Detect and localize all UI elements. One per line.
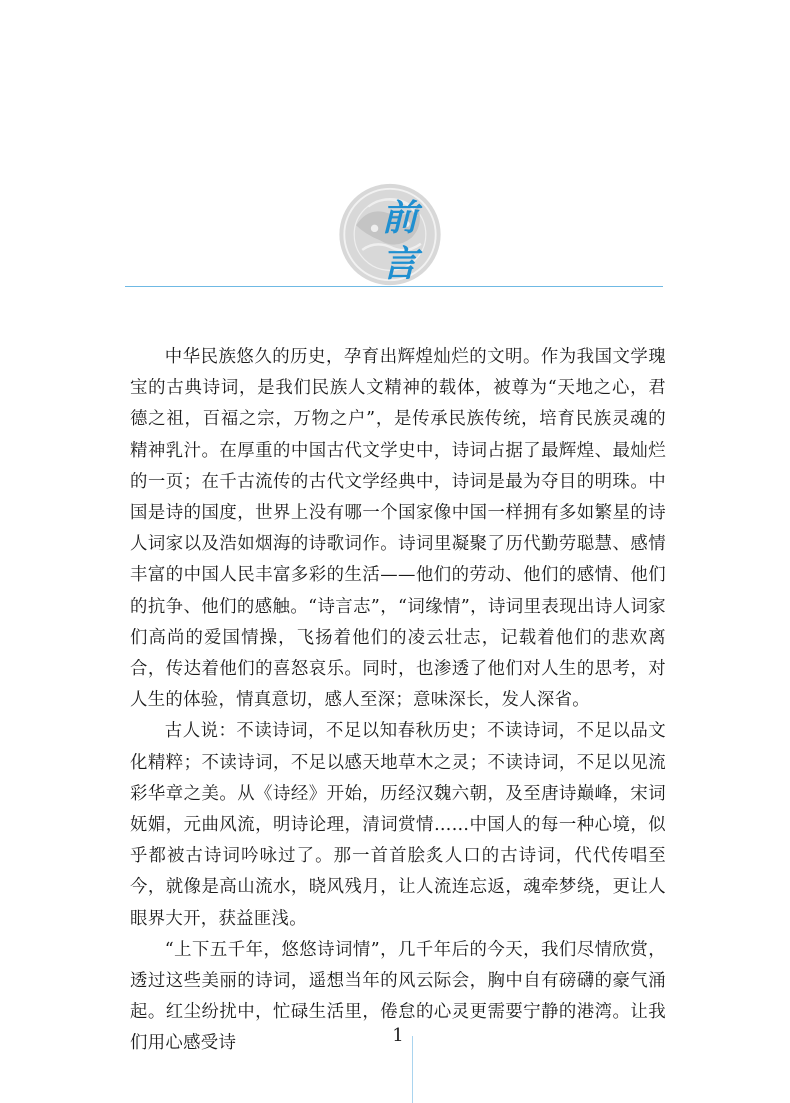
paragraph-1: 中华民族悠久的历史，孕育出辉煌灿烂的文明。作为我国文学瑰宝的古典诗词，是我们民族人文精神的载体，被尊为“天地之心，君德之祖，百福之宗，万物之户”，是传承民族传统，培育民族灵魂的精神乳汁。在厚重的中国古代文学史中，诗词占据了最辉煌、最灿烂的一页；在千古流传的古代文学经典中，诗词是最为夺目的明珠。中国是诗的国度，世界上没有哪一个国家像中国一样拥有多如繁星的诗人词家以及浩如烟海的诗歌词作。诗词里凝聚了历代勤劳聪慧、感情丰富的中国人民丰富多彩的生活——他们的劳动、他们的感情、他们的抗争、他们的感触。“诗言志”，“词缘情”，诗词里表现出诗人词家们高尚的爱国情操，飞扬着他们的凌云壮志，记载着他们的悲欢离合，传达着他们的喜怒哀乐。同时，也渗透了他们对人生的思考，对人生的体验，情真意切，感人至深；意味深长，发人深省。 bbox=[130, 347, 666, 711]
header-divider bbox=[125, 286, 663, 287]
title-char-2: 言 bbox=[381, 244, 419, 285]
footer-divider bbox=[412, 1036, 413, 1103]
paragraph-3: “上下五千年，悠悠诗词情”，几千年后的今天，我们尽情欣赏，透过这些美丽的诗词，遥想当年的风云际会，胸中自有磅礴的豪气涌起。红尘纷扰中，忙碌生活里，倦怠的心灵更需要宁静的港湾。让我们用心感受诗 bbox=[130, 939, 666, 1054]
preface-body bbox=[130, 342, 666, 1060]
title-area bbox=[0, 0, 790, 300]
title-char-1: 前 bbox=[381, 198, 419, 239]
page-number: 1 bbox=[392, 1025, 404, 1046]
paragraph-2: 古人说：不读诗词，不足以知春秋历史；不读诗词，不足以品文化精粹；不读诗词，不足以感天地草木之灵；不读诗词，不足以见流彩华章之美。从《诗经》开始，历经汉魏六朝，及至唐诗巅峰，宋词妩媚，元曲风流，明诗论理，清词赏情……中国人的每一种心境，似乎都被古诗词吟咏过了。那一首首脍炙人口的古诗词，代代传唱至今，就像是高山流水，晓风残月，让人流连忘返，魂牵梦绕，更让人眼界大开，获益匪浅。 bbox=[130, 721, 666, 929]
page-title bbox=[360, 196, 440, 288]
